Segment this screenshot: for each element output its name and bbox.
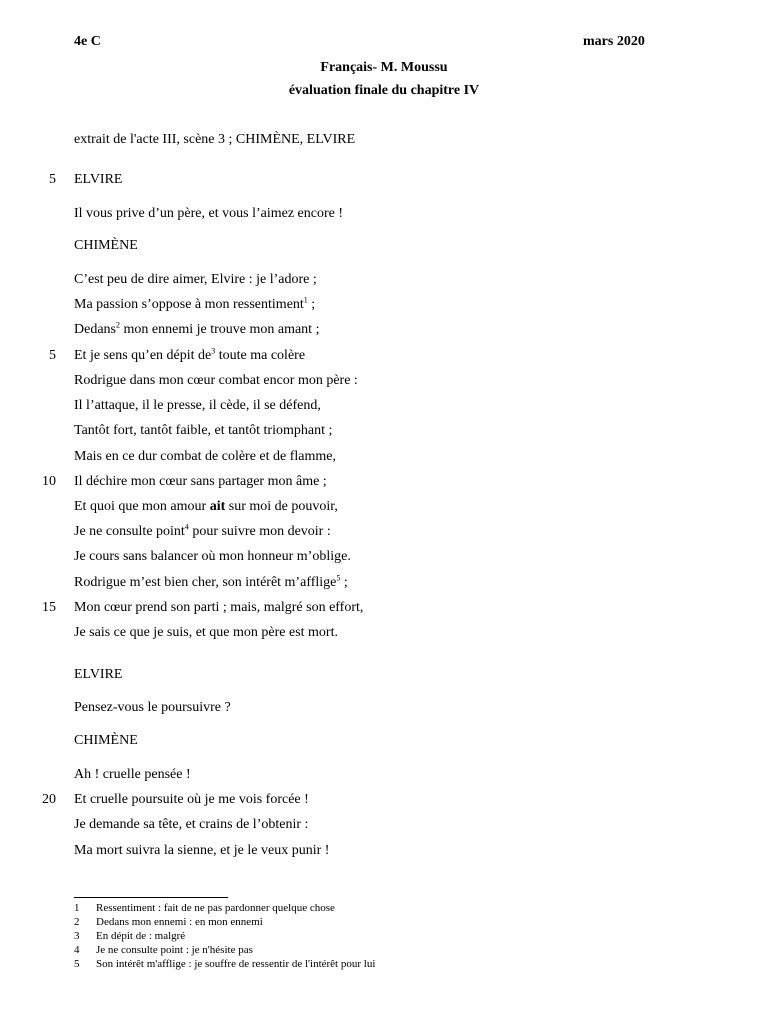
verse-line: Pensez-vous le poursuivre ? [74,700,231,715]
verse-line: Mais en ce dur combat de colère et de flamme, [74,449,336,464]
verse-line: Et je sens qu’en dépit $de^3$ toute ma colère [74,346,306,363]
footnote-separator [74,897,228,898]
footnote-item: 3 En dépit de : malgré [74,930,186,942]
header-date: mars 2020 [583,34,645,49]
footnote-ref: 5 [336,573,341,583]
verse-line: Ma passion s’oppose à mon ressentiment$^1$ ; [74,295,316,312]
verse-line: C’est peu de dire aimer, Elvire : je l’adore ; [74,272,317,287]
verse-line: Rodrigue m’est bien cher, son intérêt m’afflige$^5$ ; [74,573,348,590]
verse-line: Tantôt fort, tantôt faible, et tantôt triomphant ; [74,423,333,438]
speaker-elvire-1: ELVIRE [74,172,123,187]
verse-line: Il vous prive d’un père, et vous l’aimez encore ! [74,206,344,221]
verse-line: Dedans$^2$ mon ennemi je trouve mon amant ; [74,320,320,337]
line-number-5-top: 5 [49,172,56,187]
line-number-20: 20 [42,792,56,807]
speaker-elvire-2: ELVIRE [74,667,123,682]
title-line1: Français- M. Moussu [320,60,448,75]
footnote-item: 4 Je ne consulte point : je n'hésite pas [74,944,253,956]
verse-line: Il déchire mon cœur sans partager mon âme ; [74,474,327,489]
footnote-ref: 1 [303,295,308,305]
footnote-ref: 3 [211,346,216,356]
title-line2: évaluation finale du chapitre IV [288,83,480,98]
bold-word: ait [209,499,226,514]
intro-text: extrait de l'acte III, scène 3 ; CHIMÈNE, ELVIRE [74,132,356,147]
verse-line: Ah ! cruelle pensée ! [74,767,191,782]
verse-line: Je ne consulte point$^4$ pour suivre mon devoir : [74,522,331,539]
verse-line: Et cruelle poursuite où je me vois forcée ! [74,792,309,807]
line-number-10: 10 [42,474,56,489]
footnote-ref: 4 [184,522,189,532]
footnote-item: 5 Son intérêt m'afflige : je souffre de ressentir de l'intérêt pour lui [74,958,376,970]
verse-line: Je demande sa tête, et crains de l’obtenir : [74,817,309,832]
speaker-chimene-1: CHIMÈNE [74,238,138,253]
verse-line: Je sais ce que je suis, et que mon père est mort. [74,625,338,640]
speaker-chimene-2: CHIMÈNE [74,733,138,748]
verse-line: Il l’attaque, il le presse, il cède, il se défend, [74,398,321,413]
footnote-item: 2 Dedans mon ennemi : en mon ennemi [74,916,263,928]
footnote-item: 1 Ressentiment : fait de ne pas pardonner quelque chose [74,902,335,914]
verse-line: Et quoi que mon amour ait sur moi de pouvoir, [74,499,338,514]
verse-line: Mon cœur prend son parti ; mais, malgré son effort, [74,600,364,615]
header-class: 4e C [74,34,101,49]
verse-line: Rodrigue dans mon cœur combat encor mon père : [74,373,358,388]
footnote-ref: 2 [116,320,120,330]
verse-line: Ma mort suivra la sienne, et je le veux punir ! [74,843,330,858]
line-number-5: 5 [49,348,56,363]
line-number-15: 15 [42,600,56,615]
verse-line: Je cours sans balancer où mon honneur m’oblige. [74,549,351,564]
